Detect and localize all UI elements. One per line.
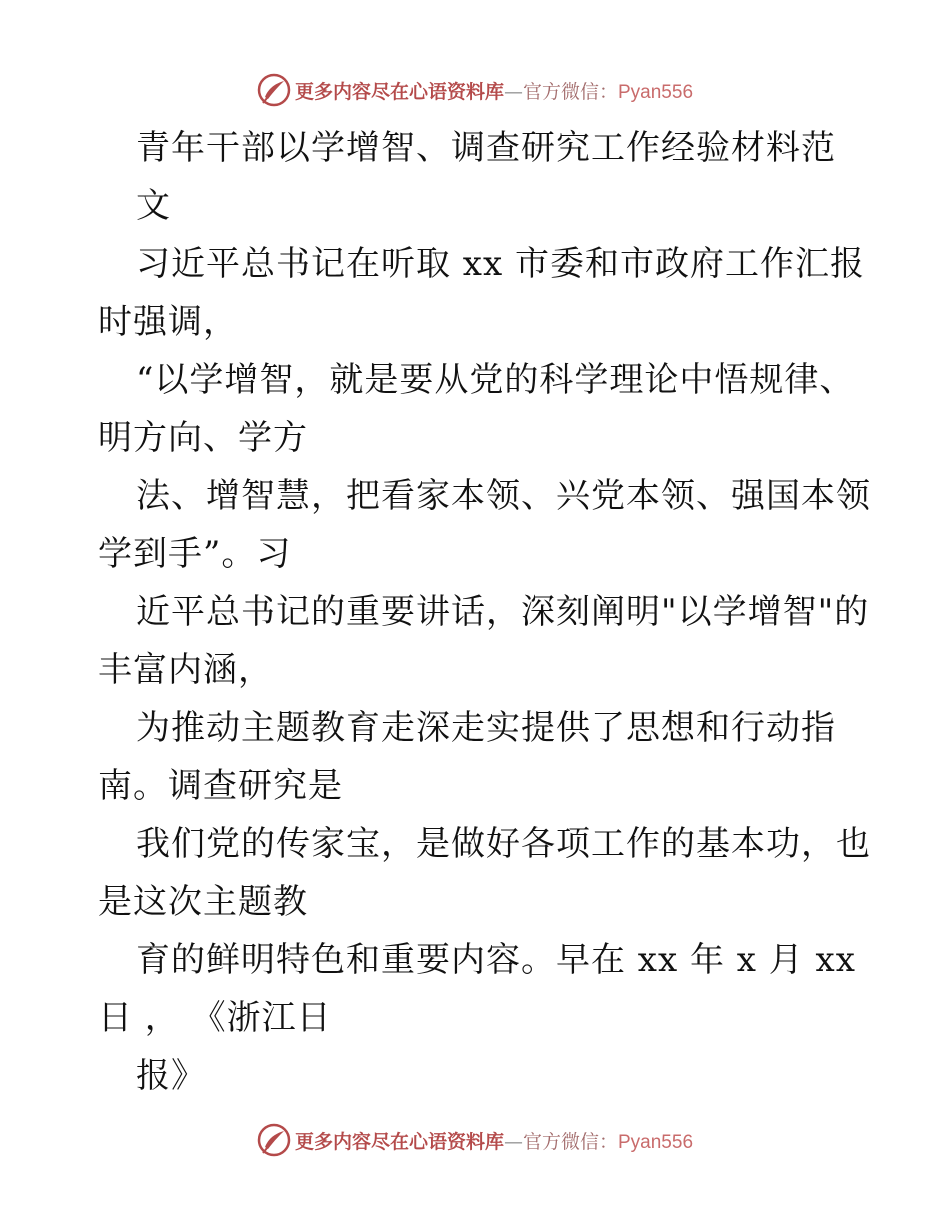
paragraph-line: 是这次主题教 — [98, 882, 308, 922]
banner-wechat-label: 官方微信： — [522, 80, 618, 103]
brand-logo-icon — [257, 1123, 291, 1157]
banner-text — [295, 1127, 693, 1154]
banner-site-name: 更多内容尽在心语资料库 — [294, 1130, 504, 1153]
paragraph-line: 南。调查研究是 — [98, 766, 343, 806]
paragraph-line: 育的鲜明特色和重要内容。早在 xx 年 x 月 xx — [136, 940, 856, 980]
paragraph-line: 近平总书记的重要讲话，深刻阐明"以学增智"的 — [136, 592, 870, 632]
brand-logo-icon — [257, 73, 291, 107]
banner-wechat-id: Pyan556 — [618, 81, 694, 103]
banner-site-name: 更多内容尽在心语资料库 — [294, 80, 504, 103]
paragraph-line: 法、增智慧，把看家本领、兴党本领、强国本领 — [136, 476, 871, 516]
banner-text — [295, 77, 693, 104]
paragraph-line: 我们党的传家宝，是做好各项工作的基本功，也 — [136, 824, 871, 864]
paragraph-line: 学到手”。习 — [98, 534, 292, 574]
paragraph-line: “以学增智，就是要从党的科学理论中悟规律、 — [136, 360, 855, 400]
paragraph-line: 时强调， — [98, 302, 238, 342]
paragraph-line: 为推动主题教育走深走实提供了思想和行动指 — [136, 708, 836, 748]
document-title-line-2: 文 — [136, 186, 171, 226]
banner-dash: — — [503, 1130, 523, 1153]
banner-dash: — — [503, 80, 523, 103]
paragraph-line: 丰富内涵， — [98, 650, 273, 690]
document-title-line-1: 青年干部以学增智、调查研究工作经验材料范 — [136, 128, 836, 168]
paragraph-line: 明方向、学方 — [98, 418, 308, 458]
footer-banner — [0, 1120, 950, 1160]
banner-wechat-label: 官方微信： — [522, 1130, 618, 1153]
paragraph-line: 日 ， 《浙江日 — [98, 998, 332, 1038]
paragraph-line: 报》 — [136, 1056, 206, 1096]
paragraph-line: 习近平总书记在听取 xx 市委和市政府工作汇报 — [136, 244, 865, 284]
banner-wechat-id: Pyan556 — [618, 1131, 694, 1153]
header-banner — [0, 70, 950, 110]
